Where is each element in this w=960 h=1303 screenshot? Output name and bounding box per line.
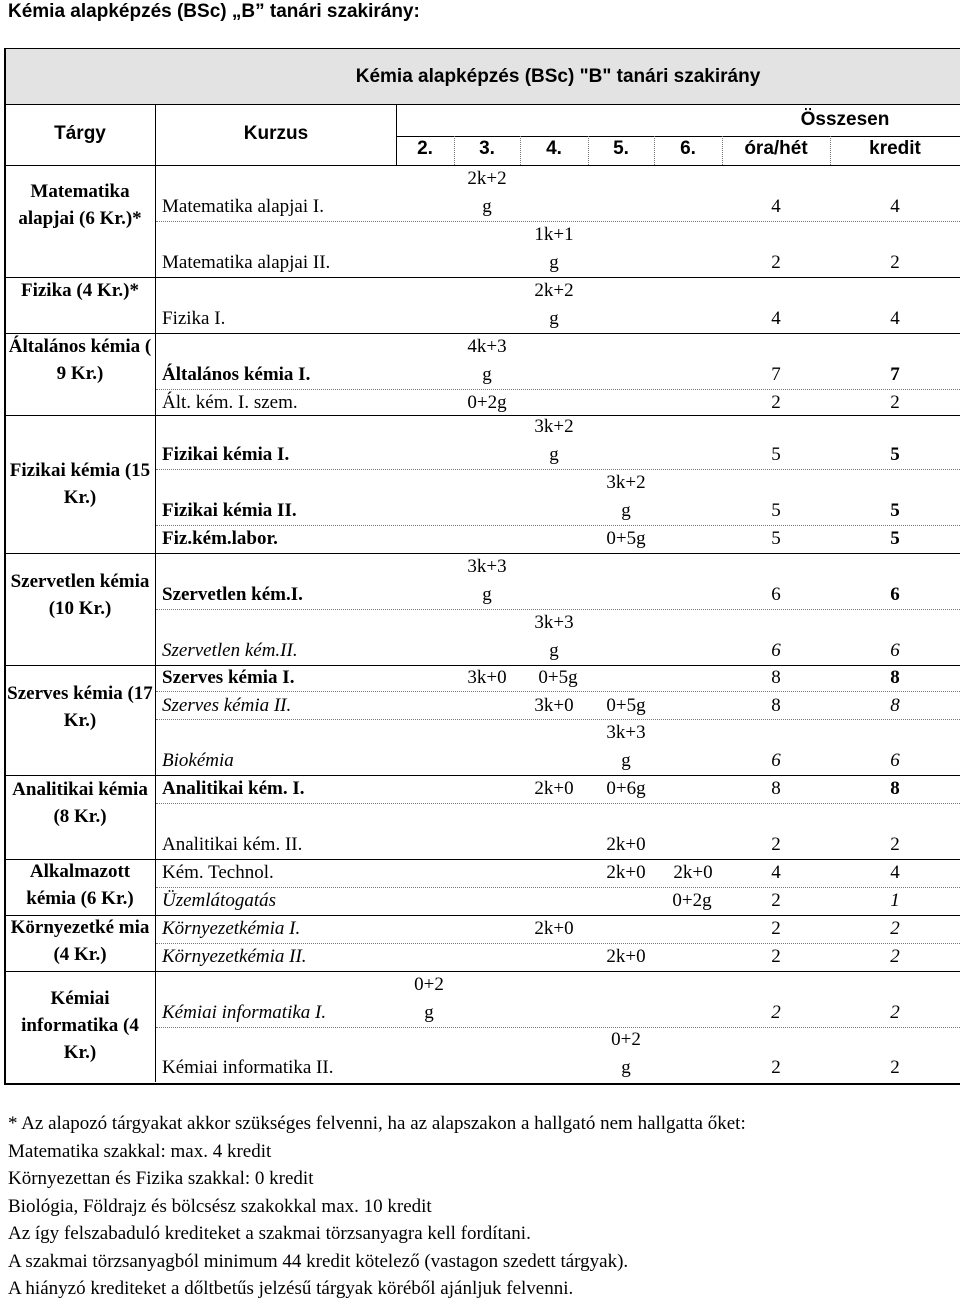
semester-load: 3k+3 g [606, 722, 646, 771]
credit-value: 6 [890, 750, 900, 771]
credit-value: 6 [890, 584, 900, 605]
hours-value: 5 [771, 444, 781, 465]
course-name: Kémiai informatika II. [162, 1057, 334, 1078]
subject-name: Fizikai kémia (15 Kr.) [9, 460, 151, 508]
credit-value: 2 [890, 918, 900, 939]
row-divider [156, 1027, 960, 1028]
header-total: Összesen [800, 109, 890, 130]
course-name: Fiz.kém.labor. [162, 528, 278, 549]
page-title: Kémia alapképzés (BSc) „B” tanári szakirány: [8, 1, 420, 22]
semester-load: 3k+0 [467, 667, 507, 688]
course-name: Ált. kém. I. szem. [162, 392, 298, 413]
course-name: Analitikai kém. II. [162, 834, 303, 855]
credit-value: 2 [890, 834, 900, 855]
hours-value: 2 [771, 918, 781, 939]
semester-load: 3k+0 [534, 695, 574, 716]
course-name: Matematika alapjai II. [162, 252, 331, 273]
subject-name: Általános kémia ( 9 Kr.) [8, 336, 152, 384]
table-caption: Kémia alapképzés (BSc) "B" tanári szakirány [355, 66, 761, 87]
row-divider [156, 803, 960, 804]
course-name: Kémiai informatika I. [162, 1002, 327, 1023]
semester-load: 0+5g [606, 695, 646, 716]
header-semester-6: 6. [680, 138, 696, 159]
hours-value: 2 [771, 890, 781, 911]
hours-value: 5 [771, 500, 781, 521]
course-name: Üzemlátogatás [162, 890, 276, 911]
credit-value: 2 [890, 1057, 900, 1078]
header-credit: kredit [869, 138, 921, 159]
header-semester-4: 4. [546, 138, 562, 159]
course-name: Fizikai kémia I. [162, 444, 290, 465]
credit-value: 5 [890, 500, 900, 521]
semester-load: 0+2 g [611, 1029, 641, 1078]
footnote-line: A szakmai törzsanyagból minimum 44 kredit kötelező (vastagon szedett tárgyak). [8, 1250, 629, 1272]
hours-value: 6 [771, 640, 781, 661]
credit-value: 8 [890, 778, 900, 799]
subject-column-divider [155, 104, 156, 1082]
header-subject: Tárgy [54, 123, 106, 144]
hours-value: 8 [771, 778, 781, 799]
header-semester-5: 5. [613, 138, 629, 159]
credit-value: 2 [890, 252, 900, 273]
subject-name: Analitikai kémia (8 Kr.) [12, 779, 148, 827]
hours-value: 5 [771, 528, 781, 549]
credit-value: 2 [890, 392, 900, 413]
course-name: Szerves kémia II. [162, 695, 292, 716]
header-hours: óra/hét [744, 138, 808, 159]
caption-divider [4, 104, 960, 105]
hours-value: 6 [771, 750, 781, 771]
hours-value: 4 [771, 308, 781, 329]
semester-load: 0+5g [538, 667, 578, 688]
semester-load: 3k+3 g [467, 556, 507, 605]
footnote-line: * Az alapozó tárgyakat akkor szükséges felvenni, ha az alapszakon a hallgató nem hallgatta őket: [8, 1113, 746, 1134]
course-name: Szervetlen kém.I. [162, 584, 303, 605]
header-course: Kurzus [243, 123, 309, 144]
course-name: Matematika alapjai I. [162, 196, 324, 217]
hours-value: 7 [771, 364, 781, 385]
credit-value: 2 [890, 946, 900, 967]
credit-value: 8 [890, 695, 900, 716]
semester-load: 2k+2 g [534, 280, 574, 329]
subject-name: Matematika alapjai (6 Kr.)* [18, 181, 142, 229]
row-divider [156, 469, 960, 470]
credit-value: 5 [890, 528, 900, 549]
group-divider [4, 971, 960, 972]
hours-value: 4 [771, 196, 781, 217]
footnote-line: Az így felszabaduló krediteket a szakmai törzsanyagra kell fordítani. [8, 1223, 531, 1244]
hours-value: 2 [771, 834, 781, 855]
hours-value: 2 [771, 1057, 781, 1078]
course-name: Környezetkémia II. [162, 946, 307, 967]
hours-value: 4 [771, 862, 781, 883]
hours-value: 2 [771, 252, 781, 273]
footnote-line: Matematika szakkal: max. 4 kredit [8, 1140, 272, 1162]
course-name: Szerves kémia I. [162, 667, 295, 688]
subject-name: Környezetké mia (4 Kr.) [10, 917, 150, 965]
course-name: Biokémia [162, 750, 234, 771]
subject-name: Szerves kémia (17 Kr.) [7, 683, 153, 731]
credit-value: 4 [890, 862, 900, 883]
subject-name: Szervetlen kémia (10 Kr.) [10, 571, 150, 619]
header-semester-3: 3. [479, 138, 495, 159]
credit-value: 5 [890, 444, 900, 465]
semester-load: 2k+0 [606, 834, 646, 855]
semester-load: 2k+0 [606, 946, 646, 967]
semester-load: 0+2g [467, 392, 507, 413]
course-name: Környezetkémia I. [162, 918, 301, 939]
footnote-line: A hiányzó krediteket a dőltbetűs jelzésű tárgyak köréből ajánljuk felvenni. [8, 1278, 574, 1299]
course-name: Fizikai kémia II. [162, 500, 297, 521]
semester-load: 2k+0 [673, 862, 713, 883]
subject-name: Kémiai informatika (4 Kr.) [21, 988, 139, 1063]
semester-load: 2k+2 g [467, 168, 507, 217]
course-name: Fizika I. [162, 308, 226, 329]
credit-value: 1 [890, 890, 900, 911]
semester-load: 0+5g [606, 528, 646, 549]
credit-value: 4 [890, 308, 900, 329]
hours-value: 2 [771, 1002, 781, 1023]
credit-value: 7 [890, 364, 900, 385]
hours-value: 8 [771, 667, 781, 688]
course-name: Analitikai kém. I. [162, 778, 305, 799]
semester-load: 2k+0 [606, 862, 646, 883]
footnote-line: Biológia, Földrajz és bölcsész szakokkal max. 10 kredit [8, 1195, 432, 1217]
course-name: Szervetlen kém.II. [162, 640, 298, 661]
semester-load: 1k+1 g [534, 224, 574, 273]
course-name: Kém. Technol. [162, 862, 274, 883]
semester-load: 4k+3 g [467, 336, 507, 385]
semester-load: 2k+0 [534, 918, 574, 939]
hours-value: 6 [771, 584, 781, 605]
semester-load: 3k+2 g [606, 472, 646, 521]
credit-value: 2 [890, 1002, 900, 1023]
credit-value: 8 [890, 667, 900, 688]
course-name: Általános kémia I. [162, 364, 311, 385]
semester-load: 0+6g [606, 778, 646, 799]
semester-load: 0+2 g [414, 974, 444, 1023]
subject-name: Alkalmazott kémia (6 Kr.) [26, 861, 134, 909]
semester-load: 3k+3 g [534, 612, 574, 661]
header-semester-2: 2. [417, 138, 433, 159]
footnotes [8, 1110, 958, 1303]
subject-name: Fizika (4 Kr.)* [20, 280, 140, 301]
credit-value: 6 [890, 640, 900, 661]
semester-load: 0+2g [672, 890, 712, 911]
hours-value: 8 [771, 695, 781, 716]
credit-value: 4 [890, 196, 900, 217]
semester-load: 2k+0 [534, 778, 574, 799]
hours-value: 2 [771, 946, 781, 967]
footnote-line: Környezettan és Fizika szakkal: 0 kredit [8, 1168, 314, 1189]
hours-value: 2 [771, 392, 781, 413]
semester-load: 3k+2 g [534, 416, 574, 465]
